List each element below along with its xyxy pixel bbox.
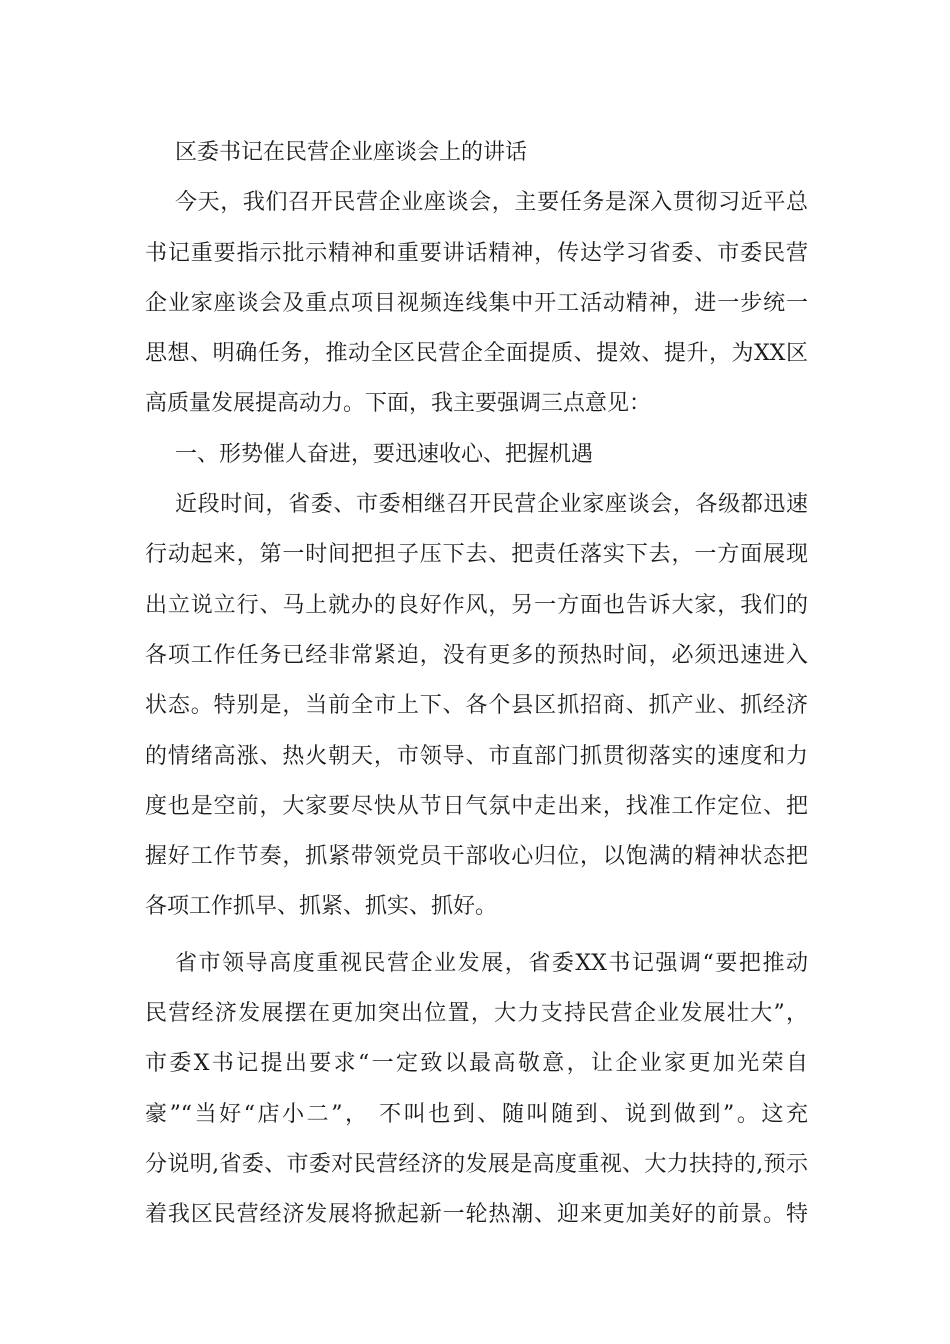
paragraph-line: 企业家座谈会及重点项目视频连线集中开工活动精神，进一步统一	[145, 290, 808, 316]
section-heading-text: 一、形势催人奋进，要迅速收心、把握机遇	[175, 441, 594, 467]
paragraph-line: 着我区民营经济发展将掀起新一轮热潮、迎来更加美好的前景。特	[145, 1202, 808, 1228]
section-heading-1	[145, 430, 808, 480]
paragraph-leadership	[145, 939, 808, 1241]
paragraph-line: 出立说立行、马上就办的良好作风，另一方面也告诉大家，我们的	[145, 592, 808, 618]
paragraph-line: 思想、明确任务，推动全区民营企全面提质、提效、提升，为XX区	[145, 341, 808, 367]
paragraph-line: 书记重要指示批示精神和重要讲话精神，传达学习省委、市委民营	[145, 240, 808, 266]
paragraph-line: 状态。特别是，当前全市上下、各个县区抓招商、抓产业、抓经济	[145, 693, 808, 719]
paragraph-line: 行动起来，第一时间把担子压下去、把责任落实下去，一方面展现	[145, 542, 808, 568]
paragraph-line: 分说明,省委、市委对民营经济的发展是高度重视、大力扶持的,预示	[145, 1151, 808, 1177]
paragraph-line: 省市领导高度重视民营企业发展，省委XX书记强调“要把推动	[175, 950, 808, 976]
document-title: 区委书记在民营企业座谈会上的讲话	[175, 140, 528, 165]
paragraph-line: 豪”“当好“店小二”， 不叫也到、随叫随到、说到做到”。这充	[145, 1101, 808, 1127]
paragraph-line: 今天，我们召开民营企业座谈会，主要任务是深入贯彻习近平总	[175, 190, 808, 216]
paragraph-line: 高质量发展提高动力。下面，我主要强调三点意见：	[145, 391, 652, 417]
paragraph-line: 的情绪高涨、热火朝天，市领导、市直部门抓贯彻落实的速度和力	[145, 743, 808, 769]
document-body	[145, 128, 808, 1241]
paragraph-line: 各项工作抓早、抓紧、抓实、抓好。	[145, 894, 498, 920]
paragraph-line: 民营经济发展摆在更加突出位置，大力支持民营企业发展壮大”，	[145, 1001, 808, 1027]
paragraph-line: 近段时间，省委、市委相继召开民营企业家座谈会，各级都迅速	[175, 492, 808, 518]
paragraph-intro	[145, 178, 808, 429]
paragraph-line: 各项工作任务已经非常紧迫，没有更多的预热时间，必须迅速进入	[145, 642, 808, 668]
paragraph-line: 握好工作节奏，抓紧带领党员干部收心归位，以饱满的精神状态把	[145, 844, 808, 870]
paragraph-line: 市委X书记提出要求“一定致以最高敬意，让企业家更加光荣自	[145, 1051, 808, 1077]
paragraph-situation	[145, 480, 808, 933]
paragraph-line: 度也是空前，大家要尽快从节日气氛中走出来，找准工作定位、把	[145, 793, 808, 819]
